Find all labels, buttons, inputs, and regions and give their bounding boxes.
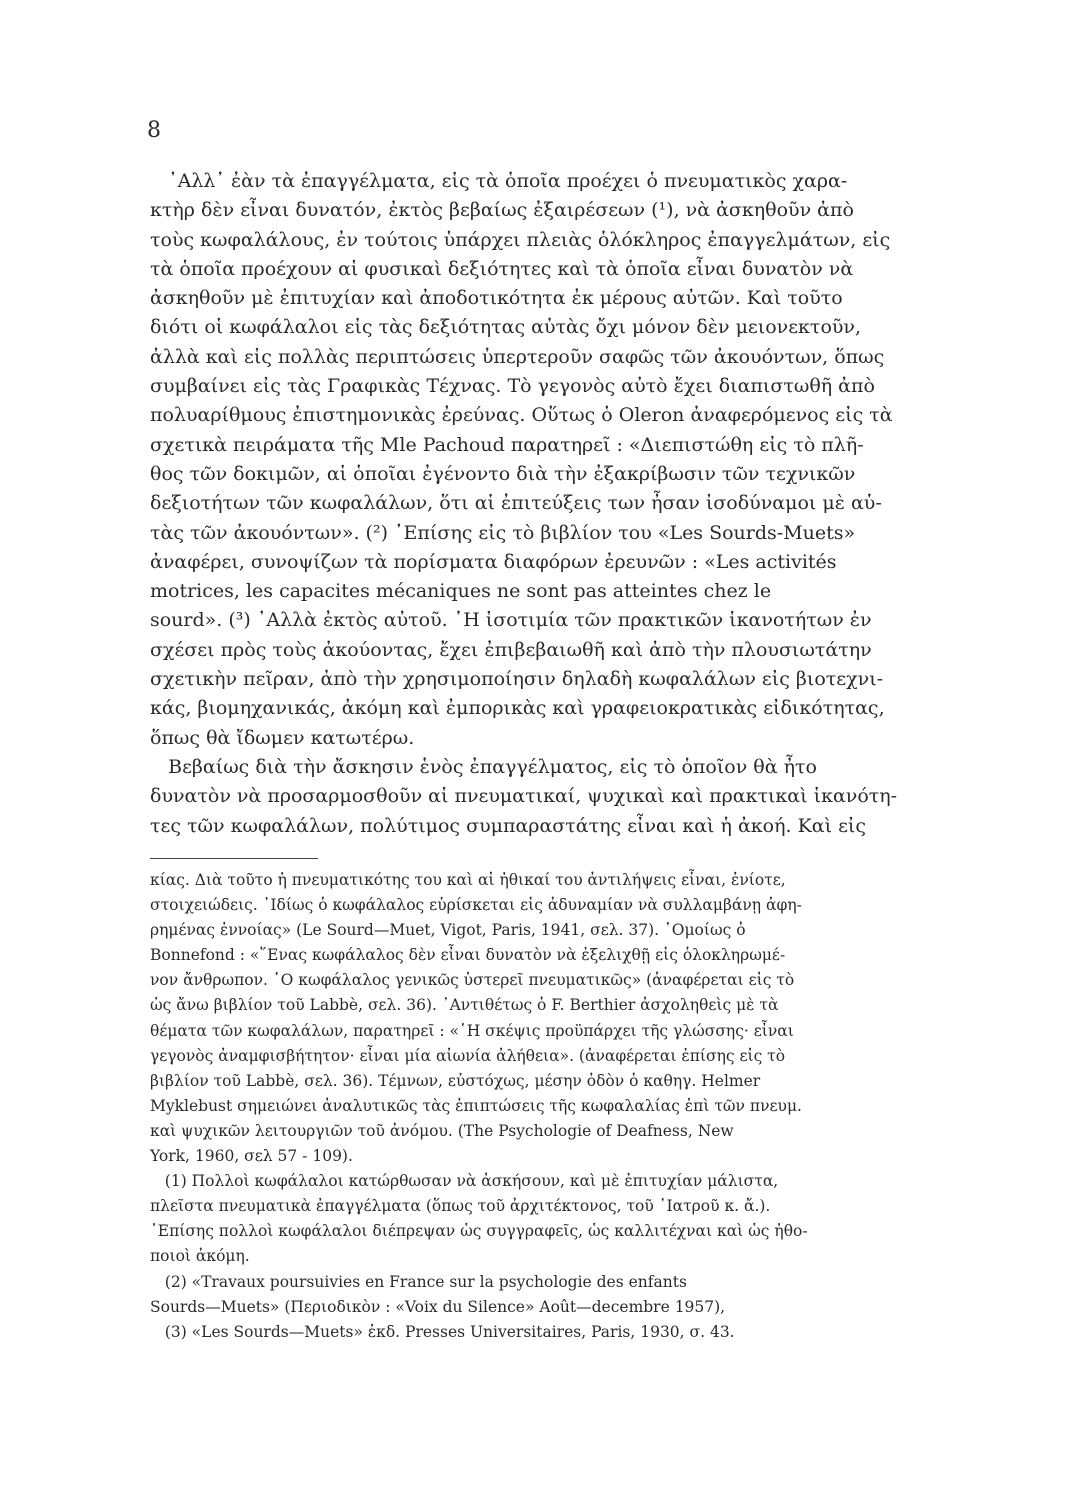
footnote-line: κίας. Διὰ τοῦτο ἡ πνευματικότης του καὶ αἱ ἠθικαί του ἀντιλήψεις εἶναι, ἐνίοτε, [150,871,786,889]
body-line: δυνατὸν νὰ προσαρμοσθοῦν αἱ πνευματικαί, ψυχικαὶ καὶ πρακτικαὶ ἱκανότη- [150,785,898,808]
footnote-line: Myklebust σημειώνει ἀναλυτικῶς τὰς ἐπιπτώσεις τῆς κωφαλαλίας ἐπὶ τῶν πνευμ. [150,1096,802,1115]
footnote-line: Bonnefond : «῞Ενας κωφάλαλος δὲν εἶναι δυνατὸν νὰ ἐξελιχθῇ εἰς ὁλοκληρωμέ- [150,946,786,965]
body-line: ὅπως θὰ ἴδωμεν κατωτέρω. [150,726,415,749]
body-line: σχετικὰ πειράματα τῆς Mle Pachoud παρατηρεῖ : «Διεπιστώθη εἰς τὸ πλῆ- [150,433,864,456]
body-line: δεξιοτήτων τῶν κωφαλάλων, ὅτι αἱ ἐπιτεύξεις των ἦσαν ἰσοδύναμοι μὲ αὐ- [150,492,882,515]
body-line: τοὺς κωφαλάλους, ἐν τούτοις ὑπάρχει πλειὰς ὁλόκληρος ἐπαγγελμάτων, εἰς [150,228,891,251]
body-line: motrices, les capacites mécaniques ne sont pas atteintes chez le [150,580,772,603]
body-line: ἀσκηθοῦν μὲ ἐπιτυχίαν καὶ ἀποδοτικότητα ἐκ μέρους αὐτῶν. Καὶ τοῦτο [150,287,843,310]
footnotes [150,868,928,1345]
body-line: κτὴρ δὲν εἶναι δυνατόν, ἐκτὸς βεβαίως ἐξαιρέσεων (¹), νὰ ἀσκηθοῦν ἀπὸ [150,199,854,222]
body-line: πολυαρίθμους ἐπιστημονικὰς ἐρεύνας. Οὕτως ὁ Oleron ἀναφερόμενος εἰς τὰ [150,404,893,427]
footnote-separator [150,858,318,859]
footnote-line: Sourds—Muets» (Περιοδικὸν : «Voix du Silence» Août—decembre 1957), [150,1297,726,1316]
footnote-line: ᾿Επίσης πολλοὶ κωφάλαλοι διέπρεψαν ὡς συγγραφεῖς, ὡς καλλιτέχναι καὶ ὡς ἠθο- [150,1222,808,1241]
footnote-line: γεγονὸς ἀναμφισβήτητον· εἶναι μία αἰωνία ἀλήθεια». (ἀναφέρεται ἐπίσης εἰς τὸ [150,1046,786,1065]
footnote-line: (2) «Travaux poursuivies en France sur la psychologie des enfants [150,1272,687,1291]
footnote-line: (1) Πολλοὶ κωφάλαλοι κατώρθωσαν νὰ ἀσκήσουν, καὶ μὲ ἐπιτυχίαν μάλιστα, [150,1172,779,1191]
footnote-line: (3) «Les Sourds—Muets» ἐκδ. Presses Universitaires, Paris, 1930, σ. 43. [150,1322,735,1341]
body-line: συμβαίνει εἰς τὰς Γραφικὰς Τέχνας. Τὸ γεγονὸς αὐτὸ ἔχει διαπιστωθῆ ἀπὸ [150,375,875,398]
body-line: διότι οἱ κωφάλαλοι εἰς τὰς δεξιότητας αὐτὰς ὄχι μόνον δὲν μειονεκτοῦν, [150,316,862,339]
body-line: ἀναφέρει, συνοψίζων τὰ πορίσματα διαφόρων ἐρευνῶν : «Les activités [150,550,837,573]
footnote-line: βιβλίον τοῦ Labbè, σελ. 36). Τέμνων, εὐστόχως, μέσην ὁδὸν ὁ καθηγ. Helmer [150,1071,761,1090]
body-line: sourd». (³) ᾿Αλλὰ ἐκτὸς αὐτοῦ. ῾Η ἰσοτιμία τῶν πρακτικῶν ἱκανοτήτων ἐν [150,609,872,632]
body-line: σχέσει πρὸς τοὺς ἀκούοντας, ἔχει ἐπιβεβαιωθῆ καὶ ἀπὸ τὴν πλουσιωτάτην [150,638,872,661]
body-line: τες τῶν κωφαλάλων, πολύτιμος συμπαραστάτης εἶναι καὶ ἡ ἀκοή. Καὶ εἰς [150,814,867,837]
body-line: κάς, βιομηχανικάς, ἀκόμη καὶ ἐμπορικὰς καὶ γραφειοκρατικὰς εἰδικότητας, [150,697,885,720]
body-line: θος τῶν δοκιμῶν, αἱ ὁποῖαι ἐγένοντο διὰ τὴν ἐξακρίβωσιν τῶν τεχνικῶν [150,462,856,485]
footnote-line: θέματα τῶν κωφαλάλων, παρατηρεῖ : «῾Η σκέψις προϋπάρχει τῆς γλώσσης· εἶναι [150,1021,794,1040]
body-line: σχετικὴν πεῖραν, ἀπὸ τὴν χρησιμοποίησιν δηλαδὴ κωφαλάλων εἰς βιοτεχνι- [150,668,884,691]
footnote-line: York, 1960, σελ 57 - 109). [150,1147,353,1166]
footnote-line: καὶ ψυχικῶν λειτουργιῶν τοῦ ἀνόμου. (The Psychologie of Deafness, New [150,1121,734,1140]
body-text [150,167,928,841]
body-line: τὰς τῶν ἀκουόντων». (²) ᾿Επίσης εἰς τὸ βιβλίον του «Les Sourds-Muets» [150,521,856,544]
body-line: ᾿Αλλ᾿ ἐὰν τὰ ἐπαγγέλματα, εἰς τὰ ὁποῖα προέχει ὁ πνευματικὸς χαρα- [150,170,848,192]
footnote-line: πλεῖστα πνευματικὰ ἐπαγγέλματα (ὅπως τοῦ ἀρχιτέκτονος, τοῦ ᾿Ιατροῦ κ. ἄ.). [150,1197,771,1216]
footnote-line: ρημένας ἐννοίας» (Le Sourd—Muet, Vigot, Paris, 1941, σελ. 37). ῾Ομοίως ὁ [150,921,746,940]
body-line: τὰ ὁποῖα προέχουν αἱ φυσικαὶ δεξιότητες καὶ τὰ ὁποῖα εἶναι δυνατὸν νὰ [150,257,854,280]
footnote-line: στοιχειώδεις. ᾿Ιδίως ὁ κωφάλαλος εὑρίσκεται εἰς ἀδυναμίαν νὰ συλλαμβάνῃ ἀφη- [150,896,802,915]
footnote-line: ὡς ἄνω βιβλίον τοῦ Labbè, σελ. 36). ᾿Αντιθέτως ὁ F. Berthier ἀσχοληθεὶς μὲ τὰ [150,996,779,1015]
body-line: Βεβαίως διὰ τὴν ἄσκησιν ἑνὸς ἐπαγγέλματος, εἰς τὸ ὁποῖον θὰ ἦτο [150,755,817,778]
page-number: 8 [147,118,161,143]
body-line: ἀλλὰ καὶ εἰς πολλὰς περιπτώσεις ὑπερτεροῦν σαφῶς τῶν ἀκουόντων, ὅπως [150,345,885,368]
footnote-line: ποιοὶ ἀκόμη. [150,1247,250,1266]
footnote-line: νον ἄνθρωπον. ῾Ο κωφάλαλος γενικῶς ὑστερεῖ πνευματικῶς» (ἀναφέρεται εἰς τὸ [150,971,795,990]
